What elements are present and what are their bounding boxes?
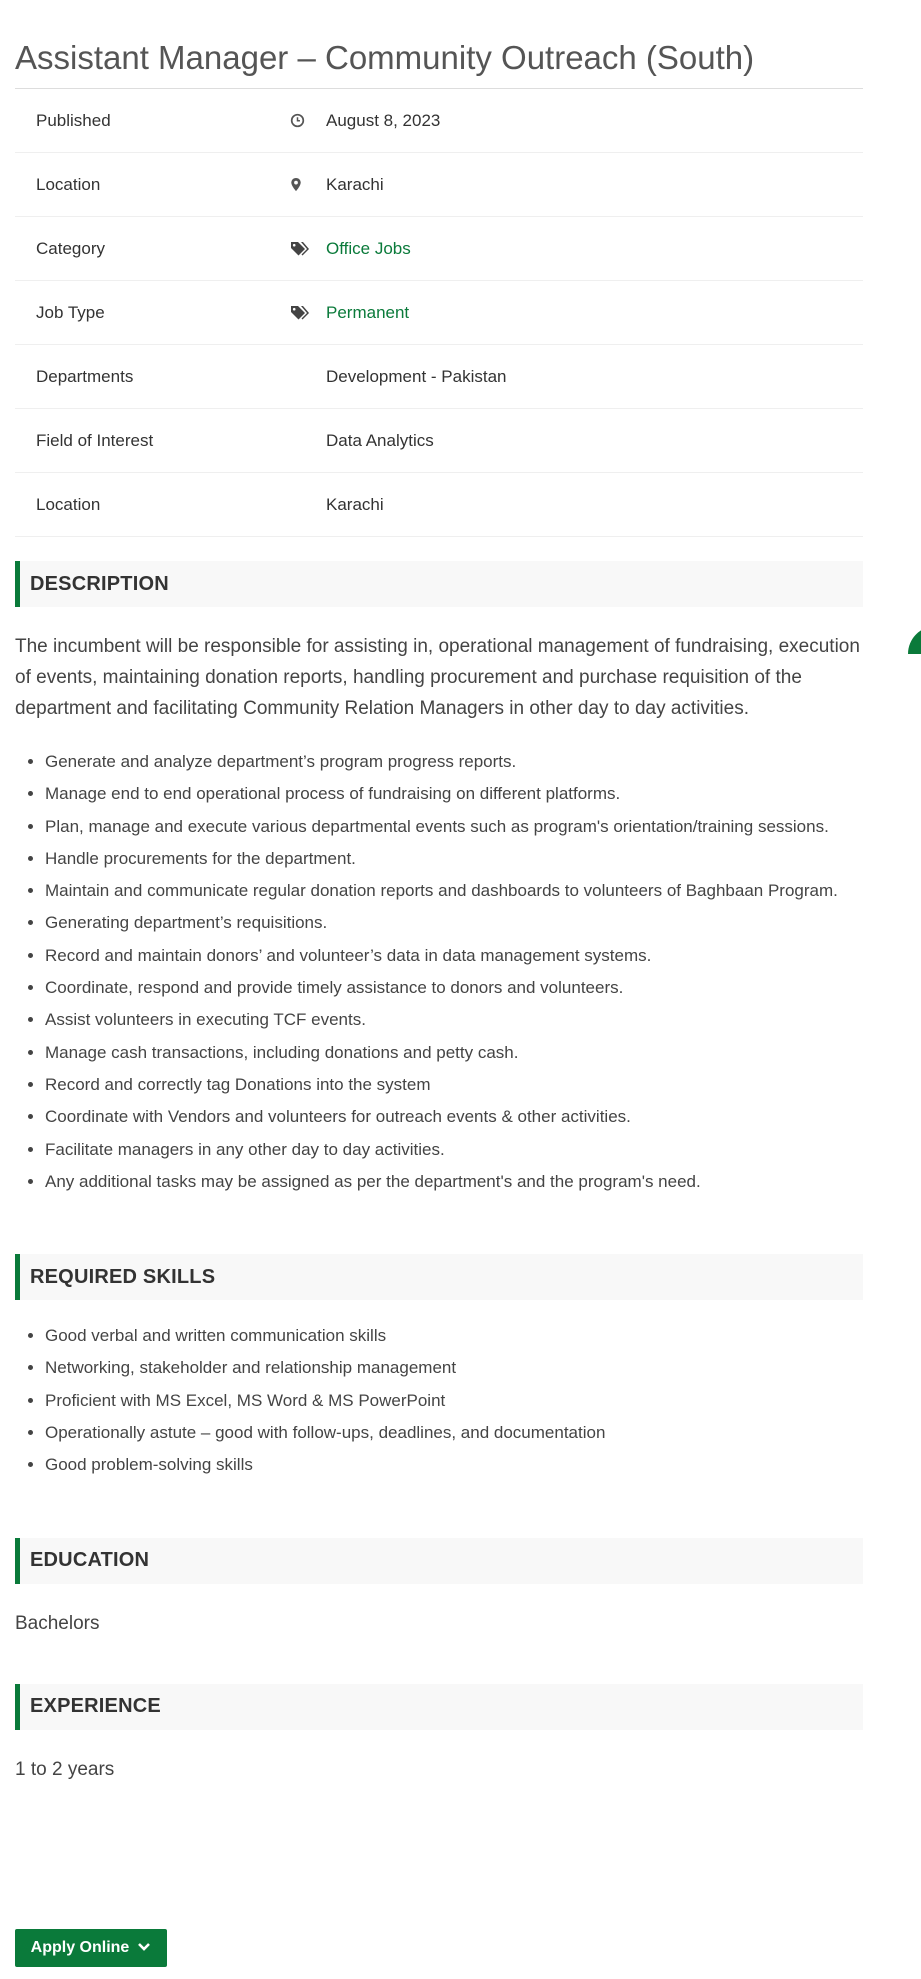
meta-value: Karachi (326, 494, 384, 514)
meta-label: Published (36, 110, 111, 130)
meta-row-published (15, 89, 863, 153)
meta-label: Job Type (36, 302, 105, 322)
list-item: • Facilitate managers in any other day to day activities. (45, 1134, 863, 1166)
apply-online-button[interactable] (15, 1929, 167, 1967)
meta-row-job-type (15, 281, 863, 345)
skills-heading: REQUIRED SKILLS (15, 1254, 863, 1300)
list-item: • Record and correctly tag Donations into the system (45, 1069, 863, 1101)
list-item: • Proficient with MS Excel, MS Word & MS PowerPoint (45, 1385, 863, 1417)
education-value: Bachelors (15, 1612, 100, 1634)
scroll-to-top-icon[interactable] (906, 624, 921, 654)
apply-online-label: Apply Online (30, 1939, 130, 1956)
clock-icon (265, 113, 326, 128)
category-link[interactable]: Office Jobs (326, 238, 411, 258)
list-item: • Manage end to end operational process of fundraising on different platforms. (45, 778, 863, 810)
education-heading: EDUCATION (15, 1538, 863, 1584)
meta-value: Development - Pakistan (326, 366, 507, 386)
meta-value: Data Analytics (326, 430, 434, 450)
list-item: • Assist volunteers in executing TCF events. (45, 1004, 863, 1036)
meta-row-location-2 (15, 473, 863, 537)
skills-list (15, 1320, 863, 1481)
meta-label: Location (36, 494, 101, 514)
job-listing (15, 0, 863, 1782)
meta-row-departments (15, 345, 863, 409)
chevron-down-icon (137, 1939, 151, 1957)
list-item: • Manage cash transactions, including donations and petty cash. (45, 1037, 863, 1069)
meta-row-field-of-interest (15, 409, 863, 473)
list-item: • Networking, stakeholder and relationship management (45, 1352, 863, 1384)
list-item: • Good verbal and written communication skills (45, 1320, 863, 1352)
experience-value: 1 to 2 years (15, 1758, 115, 1780)
list-item: • Coordinate, respond and provide timely assistance to donors and volunteers. (45, 972, 863, 1004)
list-item: • Record and maintain donors’ and volunteer’s data in data management systems. (45, 940, 863, 972)
description-list (15, 746, 863, 1198)
list-item: • Any additional tasks may be assigned as per the department's and the program's need. (45, 1166, 863, 1198)
list-item: • Good problem-solving skills (45, 1449, 863, 1481)
experience-heading: EXPERIENCE (15, 1684, 863, 1730)
list-item: • Coordinate with Vendors and volunteers for outreach events & other activities. (45, 1101, 863, 1133)
list-item: • Plan, manage and execute various departmental events such as program's orientation/training sessions. (45, 811, 863, 843)
meta-value: Karachi (326, 174, 384, 194)
meta-row-location (15, 153, 863, 217)
description-intro: The incumbent will be responsible for assisting in, operational management of fundraising, execution of events, maintaining donation reports, handling procurement and purchase requisition of the department and facilitating Community Relation Managers in other day to day activities. (15, 636, 860, 719)
meta-label: Departments (36, 366, 134, 386)
job-type-link[interactable]: Permanent (326, 302, 410, 322)
list-item: • Generate and analyze department’s program progress reports. (45, 746, 863, 778)
description-heading: DESCRIPTION (15, 561, 863, 607)
list-item: • Maintain and communicate regular donation reports and dashboards to volunteers of Baghbaan Program. (45, 875, 863, 907)
list-item: • Generating department’s requisitions. (45, 907, 863, 939)
meta-label: Location (36, 174, 101, 194)
job-meta-table (15, 89, 863, 537)
meta-label: Field of Interest (36, 430, 154, 450)
tags-icon (265, 241, 326, 256)
map-marker-icon (265, 177, 326, 192)
list-item: • Handle procurements for the department. (45, 843, 863, 875)
meta-value: August 8, 2023 (326, 110, 441, 130)
meta-label: Category (36, 238, 105, 258)
tags-icon (265, 305, 326, 320)
meta-row-category (15, 217, 863, 281)
page-title: Assistant Manager – Community Outreach (South) (15, 0, 863, 89)
list-item: • Operationally astute – good with follow-ups, deadlines, and documentation (45, 1417, 863, 1449)
